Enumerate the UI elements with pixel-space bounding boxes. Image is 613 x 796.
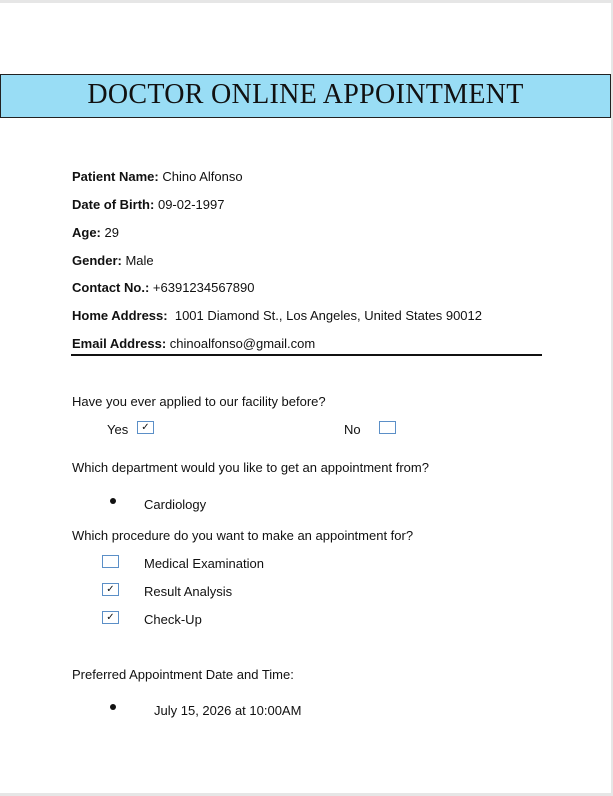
result-analysis-checkbox[interactable]: ✓: [102, 583, 119, 596]
contact-label: Contact No.:: [72, 280, 150, 295]
section-divider: [71, 354, 542, 356]
patient-name-value: Chino Alfonso: [162, 169, 243, 184]
address-value: 1001 Diamond St., Los Angeles, United States 90012: [174, 308, 482, 323]
dob-label: Date of Birth:: [72, 197, 155, 212]
bullet-icon: [110, 704, 116, 710]
q1-no-checkbox[interactable]: [379, 421, 396, 434]
check-up-label: Check-Up: [144, 612, 202, 627]
q1-yes-label: Yes: [107, 422, 129, 437]
age-label: Age:: [72, 225, 101, 240]
dob-row: [72, 197, 224, 213]
address-label: Home Address:: [72, 308, 168, 323]
patient-name-label: Patient Name:: [72, 169, 159, 184]
medical-examination-checkbox[interactable]: [102, 555, 119, 568]
gender-value: Male: [125, 253, 154, 268]
age-value: 29: [104, 225, 119, 240]
gender-row: [72, 253, 154, 269]
dob-value: 09-02-1997: [157, 197, 225, 212]
q3-question: Which procedure do you want to make an appointment for?: [72, 528, 414, 543]
age-row: [72, 225, 119, 241]
patient-name-row: [72, 169, 243, 185]
q4-question: Preferred Appointment Date and Time:: [72, 667, 294, 682]
page-top-edge: [0, 0, 613, 3]
title-banner: [0, 74, 611, 118]
medical-examination-label: Medical Examination: [144, 556, 264, 571]
email-value: chinoalfonso@gmail.com: [169, 336, 316, 351]
email-row: [72, 336, 315, 352]
q2-answer: Cardiology: [144, 497, 207, 512]
q2-question: Which department would you like to get an appointment from?: [72, 460, 429, 475]
q4-answer: July 15, 2026 at 10:00AM: [154, 703, 302, 718]
q1-question: Have you ever applied to our facility before?: [72, 394, 326, 409]
q1-no-label: No: [344, 422, 361, 437]
result-analysis-label: Result Analysis: [144, 584, 233, 599]
check-up-checkbox[interactable]: ✓: [102, 611, 119, 624]
bullet-icon: [110, 498, 116, 504]
gender-label: Gender:: [72, 253, 122, 268]
q1-yes-checkbox[interactable]: ✓: [137, 421, 154, 434]
email-label: Email Address:: [72, 336, 167, 351]
address-row: [72, 308, 482, 324]
contact-row: [72, 280, 255, 296]
contact-value: +6391234567890: [152, 280, 255, 295]
page-title: DOCTOR ONLINE APPOINTMENT: [87, 79, 524, 110]
